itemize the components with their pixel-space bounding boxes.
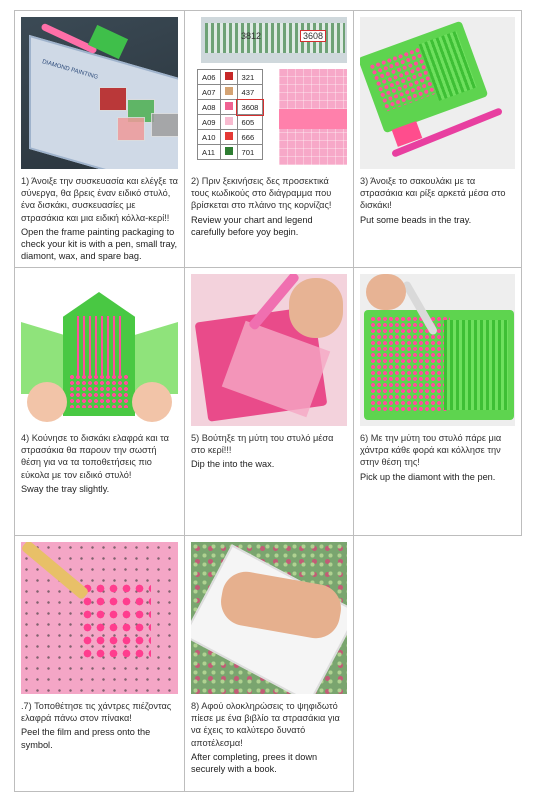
chart-closeup-image <box>279 69 347 165</box>
step-3 <box>354 10 522 268</box>
step-text-greek: 4) Κούνησε το δισκάκι ελαφρά και τα στρασάκια θα παρουν την σωστή θέση για να τα τοποθετήσεις πιο εύκολα με τον ειδικό στυλό! <box>21 433 169 480</box>
legend-row: A07 437 <box>198 85 263 100</box>
step-6-photo <box>360 274 515 426</box>
step-text-english: Dip the into the wax. <box>191 459 275 470</box>
step-7 <box>14 536 185 792</box>
color-swatch <box>225 117 233 125</box>
step-text-greek: .7) Τοποθέτησε τις χάντρες πιέζοντας ελαφρά πάνω στον πίνακα! <box>21 701 172 724</box>
color-swatch <box>225 72 233 80</box>
color-swatch <box>225 87 233 95</box>
step-7-photo <box>21 542 178 694</box>
bead-bag <box>99 87 127 111</box>
step-text-greek: 5) Βούτηξε τη μύτη του στυλό μέσα στο κερί!!! <box>191 433 334 456</box>
legend-row: A06 321 <box>198 70 263 85</box>
tray-image <box>63 292 135 416</box>
empty-cell <box>354 536 522 792</box>
step-5 <box>185 268 354 536</box>
step-text-english: Put some beads in the tray. <box>360 214 472 225</box>
instruction-grid <box>14 10 522 792</box>
step-text-greek: 3) Άνοιξε το σακουλάκι με τα στρασάκια και ρίξε αρκετά μέσα στο δισκάκι! <box>360 176 506 211</box>
instruction-sheet <box>14 10 522 792</box>
step-text-english: Pick up the diamont with the pen. <box>360 471 496 482</box>
step-text-greek: 8) Αφού ολοκληρώσεις το ψηφιδωτό πίεσε με ένα βιβλίο τα στρασάκια για να έχεις το καλύτερο δυνατό αποτέλεσμα! <box>191 701 340 748</box>
step-2 <box>185 10 354 268</box>
bead-bag <box>117 117 145 141</box>
color-swatch <box>225 102 233 110</box>
bag-code-label: 3812 <box>241 31 262 41</box>
step-4-photo <box>21 274 178 426</box>
tray-image <box>364 310 514 420</box>
color-swatch <box>225 147 233 155</box>
frame-label-word-2: PAINTING <box>70 67 99 81</box>
frame-label-word-1: DIAMOND <box>41 59 71 73</box>
color-swatch <box>225 132 233 140</box>
step-6 <box>354 268 522 536</box>
hand-image <box>27 382 67 422</box>
step-5-photo <box>191 274 347 426</box>
tray-image <box>360 21 488 134</box>
legend-table <box>197 69 263 160</box>
step-text-greek: 6) Με την μύτη του στυλό πάρε μια χάντρα κάθε φορά και κόλλησε την στην θέση της! <box>360 433 502 468</box>
step-8-photo <box>191 542 347 694</box>
step-3-photo <box>360 17 515 169</box>
legend-row: A10 666 <box>198 130 263 145</box>
step-2-photo <box>191 17 347 169</box>
step-text-greek: 1) Άνοιξε την συσκευασία και ελέγξε τα σύνεργα, θα βρεις έναν ειδικό στυλό, ένα δισκάκι, συσκευασίες με στρασάκια και μια ειδική κόλλα-κερί!! <box>21 176 178 223</box>
legend-row: A11 701 <box>198 145 263 160</box>
step-text-english: After completing, prees it down securely with a book. <box>191 751 318 775</box>
bead-bags-image <box>201 17 347 63</box>
step-text-english: Open the frame painting packaging to check your kit is with a pen, small tray, diamont, wax, and spare bag. <box>21 226 178 262</box>
legend-row: A08 3608 <box>198 100 263 115</box>
step-8 <box>185 536 354 792</box>
hand-image <box>132 382 172 422</box>
step-text-english: Peel the film and press onto the symbol. <box>21 727 151 750</box>
hand-image <box>366 274 406 310</box>
bag-code-label-highlighted: 3608 <box>303 31 324 41</box>
legend-row: A09 605 <box>198 115 263 130</box>
step-text-english: Review your chart and legend carefully before yoy begin. <box>191 214 313 237</box>
step-1-photo <box>21 17 178 169</box>
step-4 <box>14 268 185 536</box>
step-1 <box>14 10 185 268</box>
bead-bag <box>151 113 178 137</box>
hand-image <box>289 278 343 338</box>
placed-beads-image <box>81 582 151 662</box>
step-text-greek: 2) Πριν ξεκινήσεις δες προσεκτικά τους κωδικούς στο διάγραμμα που βρίσκεται στο πλάινο της κορνίζας! <box>191 176 332 211</box>
step-text-english: Sway the tray slightly. <box>21 483 110 494</box>
